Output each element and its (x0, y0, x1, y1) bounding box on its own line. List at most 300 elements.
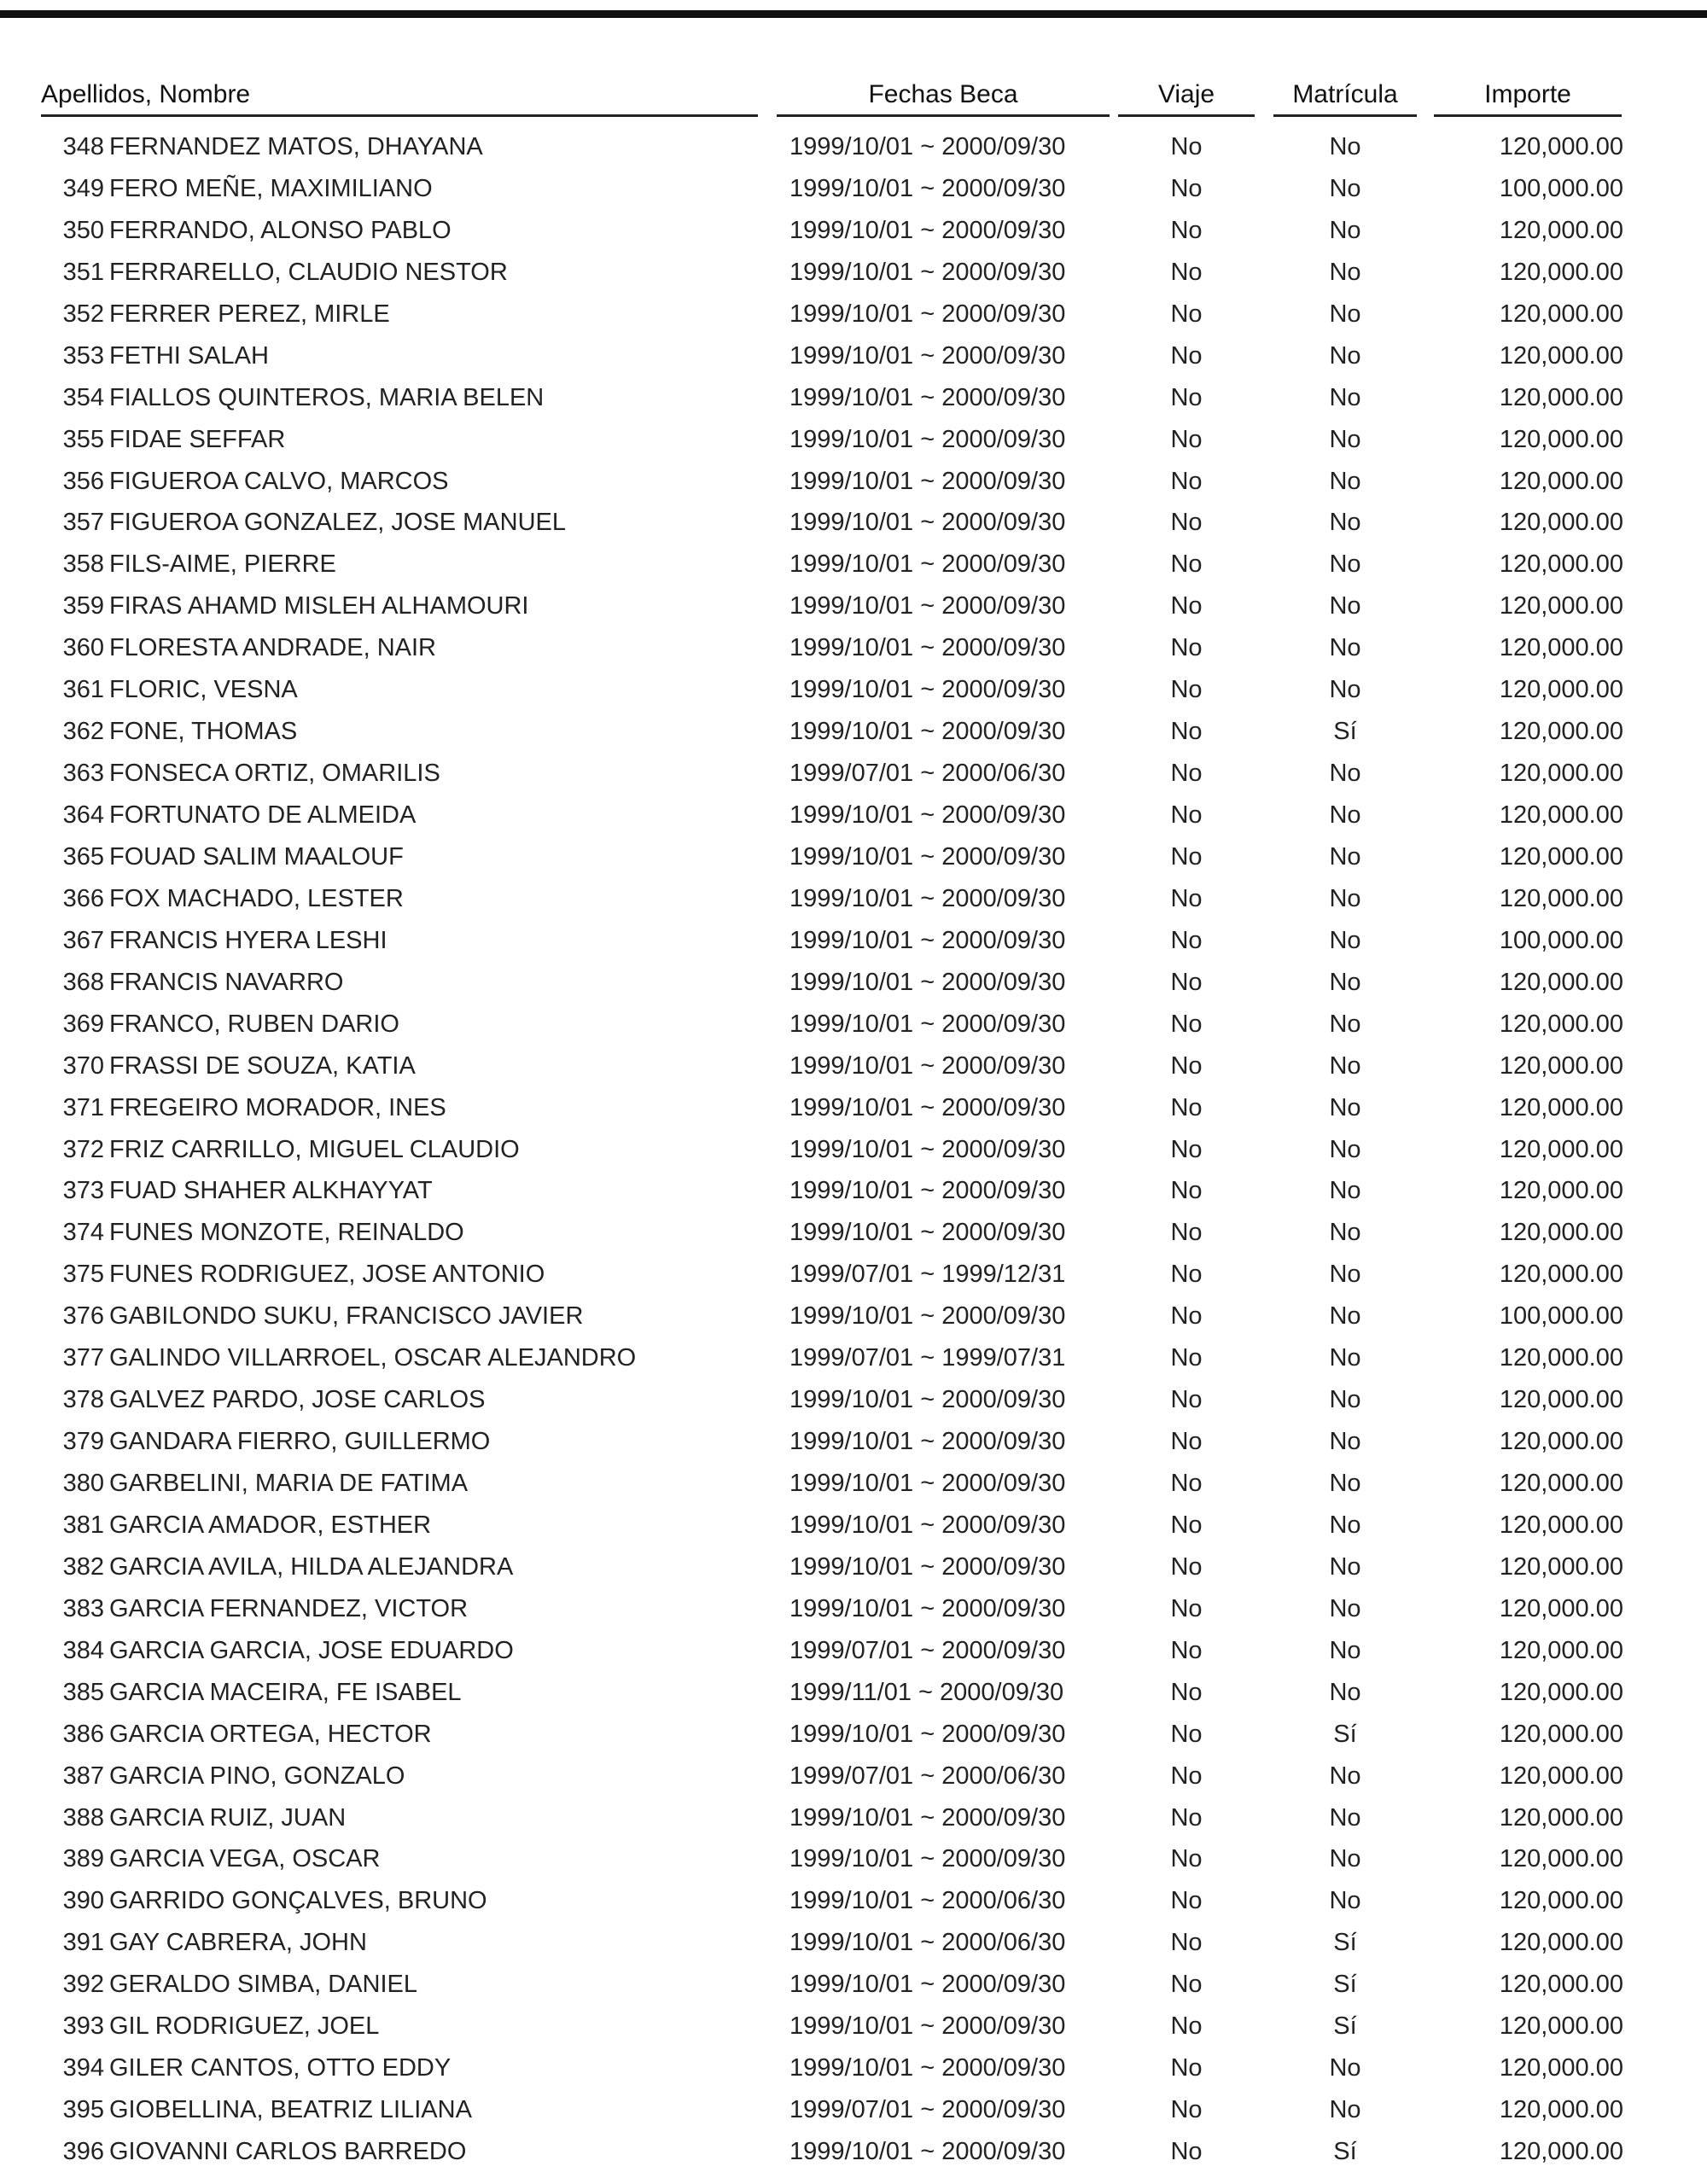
table-row (0, 1756, 1707, 1797)
table-row (0, 1212, 1707, 1254)
row-name: FETHI SALAH (109, 341, 269, 370)
row-number: 390 (62, 1887, 104, 1915)
row-name: GILER CANTOS, OTTO EDDY (109, 2054, 452, 2082)
row-number: 351 (62, 258, 104, 286)
row-matricula: No (1329, 1428, 1361, 1456)
row-dates: 1999/10/01 ~ 2000/09/30 (789, 1720, 1066, 1748)
row-dates: 1999/10/01 ~ 2000/09/30 (789, 300, 1066, 328)
row-name: GARRIDO GONÇALVES, BRUNO (109, 1887, 487, 1915)
row-viaje: No (1170, 1552, 1203, 1581)
row-dates: 1999/10/01 ~ 2000/09/30 (789, 425, 1066, 453)
row-importe: 120,000.00 (1499, 216, 1623, 244)
row-viaje: No (1170, 1887, 1203, 1915)
row-importe: 120,000.00 (1499, 1636, 1623, 1664)
row-number: 363 (62, 760, 104, 788)
row-dates: 1999/10/01 ~ 2000/09/30 (789, 258, 1066, 286)
row-name: FIGUEROA GONZALEZ, JOSE MANUEL (109, 509, 566, 537)
row-viaje: No (1170, 1219, 1203, 1247)
row-dates: 1999/10/01 ~ 2000/09/30 (789, 1302, 1066, 1331)
table-row (0, 210, 1707, 252)
row-number: 371 (62, 1093, 104, 1121)
row-importe: 120,000.00 (1499, 718, 1623, 746)
table-row (0, 1087, 1707, 1129)
table-header (0, 80, 1707, 119)
row-viaje: No (1170, 216, 1203, 244)
row-dates: 1999/10/01 ~ 2000/09/30 (789, 550, 1066, 579)
row-number: 355 (62, 425, 104, 453)
row-viaje: No (1170, 1051, 1203, 1080)
table-row (0, 419, 1707, 461)
row-number: 375 (62, 1261, 104, 1289)
row-matricula: No (1329, 1386, 1361, 1414)
row-dates: 1999/07/01 ~ 2000/06/30 (789, 760, 1066, 788)
row-name: GALVEZ PARDO, JOSE CARLOS (109, 1386, 486, 1414)
row-number: 373 (62, 1177, 104, 1205)
row-matricula: No (1329, 550, 1361, 579)
row-number: 387 (62, 1762, 104, 1790)
row-importe: 120,000.00 (1499, 1428, 1623, 1456)
row-name: FUNES MONZOTE, REINALDO (109, 1219, 464, 1247)
header-dates: Fechas Beca (777, 80, 1110, 117)
row-matricula: Sí (1333, 1971, 1357, 1999)
table-row (0, 1463, 1707, 1505)
table-row (0, 126, 1707, 168)
row-name: GIOVANNI CARLOS BARREDO (109, 2138, 467, 2165)
row-dates: 1999/10/01 ~ 2000/09/30 (789, 1470, 1066, 1497)
row-name: GARCIA PINO, GONZALO (109, 1762, 405, 1790)
row-matricula: No (1329, 1261, 1361, 1289)
row-dates: 1999/10/01 ~ 2000/09/30 (789, 634, 1066, 662)
row-number: 366 (62, 884, 104, 912)
table-row (0, 2089, 1707, 2131)
row-name: FORTUNATO DE ALMEIDA (109, 801, 417, 829)
row-number: 357 (62, 509, 104, 537)
row-viaje: No (1170, 1762, 1203, 1790)
row-number: 368 (62, 968, 104, 996)
row-viaje: No (1170, 592, 1203, 620)
row-matricula: No (1329, 1219, 1361, 1247)
row-number: 367 (62, 926, 104, 954)
row-number: 361 (62, 676, 104, 704)
table-row (0, 669, 1707, 711)
row-name: FIALLOS QUINTEROS, MARIA BELEN (109, 383, 545, 411)
row-number: 379 (62, 1428, 104, 1456)
row-matricula: Sí (1333, 718, 1357, 746)
row-matricula: No (1329, 341, 1361, 370)
row-viaje: No (1170, 968, 1203, 996)
table-row (0, 2047, 1707, 2089)
row-dates: 1999/10/01 ~ 2000/09/30 (789, 884, 1066, 912)
row-matricula: No (1329, 1845, 1361, 1873)
row-matricula: No (1329, 174, 1361, 202)
row-viaje: No (1170, 884, 1203, 912)
row-dates: 1999/10/01 ~ 2000/09/30 (789, 1594, 1066, 1622)
row-dates: 1999/10/01 ~ 2000/09/30 (789, 2012, 1066, 2041)
row-importe: 120,000.00 (1499, 801, 1623, 829)
row-matricula: No (1329, 1470, 1361, 1497)
row-importe: 120,000.00 (1499, 1051, 1623, 1080)
table-row (0, 1254, 1707, 1296)
row-number: 359 (62, 592, 104, 620)
row-importe: 120,000.00 (1499, 2012, 1623, 2041)
row-importe: 100,000.00 (1499, 1302, 1623, 1331)
row-number: 378 (62, 1386, 104, 1414)
row-name: GARCIA MACEIRA, FE ISABEL (109, 1678, 462, 1706)
row-name: FRANCO, RUBEN DARIO (109, 1010, 399, 1038)
row-importe: 120,000.00 (1499, 2138, 1623, 2165)
row-number: 388 (62, 1803, 104, 1832)
row-name: GARCIA ORTEGA, HECTOR (109, 1720, 432, 1748)
row-name: FRANCIS NAVARRO (109, 968, 344, 996)
row-matricula: No (1329, 1010, 1361, 1038)
row-importe: 120,000.00 (1499, 1552, 1623, 1581)
row-matricula: No (1329, 1093, 1361, 1121)
row-dates: 1999/10/01 ~ 2000/09/30 (789, 1010, 1066, 1038)
row-importe: 120,000.00 (1499, 1511, 1623, 1539)
row-name: FERNANDEZ MATOS, DHAYANA (109, 133, 483, 160)
row-matricula: No (1329, 1302, 1361, 1331)
row-matricula: No (1329, 842, 1361, 871)
row-matricula: No (1329, 1552, 1361, 1581)
row-dates: 1999/10/01 ~ 2000/09/30 (789, 968, 1066, 996)
row-importe: 120,000.00 (1499, 550, 1623, 579)
row-dates: 1999/07/01 ~ 2000/06/30 (789, 1762, 1066, 1790)
row-dates: 1999/10/01 ~ 2000/09/30 (789, 133, 1066, 160)
row-matricula: No (1329, 1511, 1361, 1539)
row-number: 380 (62, 1470, 104, 1497)
row-viaje: No (1170, 1803, 1203, 1832)
row-name: FLORESTA ANDRADE, NAIR (109, 634, 436, 662)
row-number: 348 (62, 133, 104, 160)
row-name: FOUAD SALIM MAALOUF (109, 842, 404, 871)
row-number: 356 (62, 467, 104, 495)
row-viaje: No (1170, 1594, 1203, 1622)
row-importe: 120,000.00 (1499, 341, 1623, 370)
row-viaje: No (1170, 2012, 1203, 2041)
row-name: GAY CABRERA, JOHN (109, 1929, 367, 1957)
row-name: GARCIA AMADOR, ESTHER (109, 1511, 432, 1539)
row-name: GARBELINI, MARIA DE FATIMA (109, 1470, 469, 1497)
table-row (0, 2131, 1707, 2173)
header-name: Apellidos, Nombre (41, 80, 758, 117)
table-row (0, 294, 1707, 335)
row-importe: 100,000.00 (1499, 174, 1623, 202)
row-number: 393 (62, 2012, 104, 2041)
row-viaje: No (1170, 258, 1203, 286)
table-row (0, 1337, 1707, 1379)
table-row (0, 1922, 1707, 1964)
table-row (0, 1588, 1707, 1630)
row-importe: 120,000.00 (1499, 1929, 1623, 1957)
row-importe: 120,000.00 (1499, 1720, 1623, 1748)
row-name: FIRAS AHAMD MISLEH ALHAMOURI (109, 592, 529, 620)
row-viaje: No (1170, 1344, 1203, 1372)
row-dates: 1999/10/01 ~ 2000/09/30 (789, 1845, 1066, 1873)
row-name: FIDAE SEFFAR (109, 425, 286, 453)
row-matricula: No (1329, 467, 1361, 495)
table-row (0, 836, 1707, 878)
table-row (0, 252, 1707, 294)
row-viaje: No (1170, 842, 1203, 871)
row-dates: 1999/07/01 ~ 1999/12/31 (789, 1261, 1066, 1289)
table-row (0, 627, 1707, 669)
row-viaje: No (1170, 1428, 1203, 1456)
row-name: FILS-AIME, PIERRE (109, 550, 336, 579)
row-importe: 120,000.00 (1499, 1344, 1623, 1372)
row-matricula: Sí (1333, 2138, 1357, 2165)
row-number: 364 (62, 801, 104, 829)
row-matricula: No (1329, 634, 1361, 662)
row-viaje: No (1170, 676, 1203, 704)
row-name: FONSECA ORTIZ, OMARILIS (109, 760, 440, 788)
row-name: GERALDO SIMBA, DANIEL (109, 1971, 417, 1999)
row-matricula: No (1329, 1344, 1361, 1372)
row-viaje: No (1170, 1929, 1203, 1957)
table-row (0, 1170, 1707, 1212)
table-row (0, 335, 1707, 377)
row-importe: 120,000.00 (1499, 2054, 1623, 2082)
table-row (0, 1630, 1707, 1672)
row-viaje: No (1170, 467, 1203, 495)
row-number: 383 (62, 1594, 104, 1622)
row-dates: 1999/10/01 ~ 2000/09/30 (789, 1135, 1066, 1163)
row-viaje: No (1170, 383, 1203, 411)
row-importe: 120,000.00 (1499, 509, 1623, 537)
row-dates: 1999/10/01 ~ 2000/09/30 (789, 842, 1066, 871)
row-matricula: No (1329, 1887, 1361, 1915)
row-matricula: No (1329, 2054, 1361, 2082)
row-matricula: No (1329, 926, 1361, 954)
row-dates: 1999/10/01 ~ 2000/09/30 (789, 1386, 1066, 1414)
table-row (0, 1505, 1707, 1546)
row-number: 353 (62, 341, 104, 370)
row-matricula: No (1329, 258, 1361, 286)
row-importe: 120,000.00 (1499, 1386, 1623, 1414)
row-viaje: No (1170, 2096, 1203, 2124)
table-row (0, 1797, 1707, 1839)
row-dates: 1999/10/01 ~ 2000/09/30 (789, 1971, 1066, 1999)
row-name: FIGUEROA CALVO, MARCOS (109, 467, 449, 495)
row-number: 358 (62, 550, 104, 579)
table-row (0, 1296, 1707, 1337)
row-viaje: No (1170, 2054, 1203, 2082)
row-matricula: No (1329, 2096, 1361, 2124)
table-row (0, 962, 1707, 1004)
row-matricula: No (1329, 1177, 1361, 1205)
row-viaje: No (1170, 1010, 1203, 1038)
table-row (0, 711, 1707, 753)
row-importe: 120,000.00 (1499, 1803, 1623, 1832)
row-viaje: No (1170, 801, 1203, 829)
row-dates: 1999/10/01 ~ 2000/09/30 (789, 467, 1066, 495)
row-importe: 120,000.00 (1499, 258, 1623, 286)
row-viaje: No (1170, 1636, 1203, 1664)
row-importe: 120,000.00 (1499, 1470, 1623, 1497)
row-number: 389 (62, 1845, 104, 1873)
row-matricula: No (1329, 425, 1361, 453)
table-row (0, 2006, 1707, 2047)
row-dates: 1999/10/01 ~ 2000/09/30 (789, 509, 1066, 537)
row-importe: 120,000.00 (1499, 1135, 1623, 1163)
row-matricula: No (1329, 1594, 1361, 1622)
row-viaje: No (1170, 341, 1203, 370)
row-viaje: No (1170, 1678, 1203, 1706)
row-dates: 1999/10/01 ~ 2000/09/30 (789, 1219, 1066, 1247)
table-row (0, 1129, 1707, 1171)
row-number: 354 (62, 383, 104, 411)
row-number: 396 (62, 2138, 104, 2165)
row-dates: 1999/10/01 ~ 2000/09/30 (789, 174, 1066, 202)
row-viaje: No (1170, 133, 1203, 160)
row-number: 372 (62, 1135, 104, 1163)
row-number: 376 (62, 1302, 104, 1331)
row-importe: 120,000.00 (1499, 884, 1623, 912)
table-row (0, 461, 1707, 503)
row-number: 362 (62, 718, 104, 746)
row-name: GIOBELLINA, BEATRIZ LILIANA (109, 2096, 472, 2124)
row-viaje: No (1170, 1302, 1203, 1331)
row-dates: 1999/10/01 ~ 2000/09/30 (789, 1051, 1066, 1080)
row-name: FUAD SHAHER ALKHAYYAT (109, 1177, 433, 1205)
row-importe: 120,000.00 (1499, 676, 1623, 704)
row-importe: 120,000.00 (1499, 383, 1623, 411)
row-number: 392 (62, 1971, 104, 1999)
table-body (0, 126, 1707, 2173)
table-row (0, 1004, 1707, 1045)
row-dates: 1999/10/01 ~ 2000/09/30 (789, 2138, 1066, 2165)
table-row (0, 1838, 1707, 1880)
row-viaje: No (1170, 300, 1203, 328)
row-matricula: No (1329, 884, 1361, 912)
row-name: FUNES RODRIGUEZ, JOSE ANTONIO (109, 1261, 545, 1289)
row-matricula: No (1329, 592, 1361, 620)
row-name: FRASSI DE SOUZA, KATIA (109, 1051, 416, 1080)
row-viaje: No (1170, 1386, 1203, 1414)
row-name: FERO MEÑE, MAXIMILIANO (109, 174, 433, 202)
row-number: 352 (62, 300, 104, 328)
row-matricula: No (1329, 1762, 1361, 1790)
row-name: GARCIA GARCIA, JOSE EDUARDO (109, 1636, 514, 1664)
row-dates: 1999/10/01 ~ 2000/09/30 (789, 1552, 1066, 1581)
table-row (0, 1379, 1707, 1421)
row-viaje: No (1170, 926, 1203, 954)
row-importe: 120,000.00 (1499, 1010, 1623, 1038)
row-number: 384 (62, 1636, 104, 1664)
row-matricula: No (1329, 968, 1361, 996)
row-matricula: No (1329, 1636, 1361, 1664)
row-importe: 120,000.00 (1499, 634, 1623, 662)
row-dates: 1999/10/01 ~ 2000/09/30 (789, 592, 1066, 620)
row-matricula: No (1329, 509, 1361, 537)
row-viaje: No (1170, 425, 1203, 453)
row-dates: 1999/10/01 ~ 2000/09/30 (789, 1803, 1066, 1832)
row-dates: 1999/10/01 ~ 2000/09/30 (789, 801, 1066, 829)
row-importe: 120,000.00 (1499, 1845, 1623, 1873)
row-viaje: No (1170, 509, 1203, 537)
row-number: 382 (62, 1552, 104, 1581)
row-matricula: Sí (1333, 1720, 1357, 1748)
row-name: GALINDO VILLARROEL, OSCAR ALEJANDRO (109, 1344, 637, 1372)
table-row (0, 1546, 1707, 1588)
row-name: FERRANDO, ALONSO PABLO (109, 216, 452, 244)
row-dates: 1999/10/01 ~ 2000/06/30 (789, 1887, 1066, 1915)
row-dates: 1999/10/01 ~ 2000/09/30 (789, 718, 1066, 746)
row-number: 385 (62, 1678, 104, 1706)
row-dates: 1999/07/01 ~ 2000/09/30 (789, 2096, 1066, 2124)
row-importe: 120,000.00 (1499, 592, 1623, 620)
row-name: FLORIC, VESNA (109, 676, 298, 704)
row-matricula: No (1329, 1678, 1361, 1706)
row-importe: 100,000.00 (1499, 926, 1623, 954)
row-dates: 1999/10/01 ~ 2000/09/30 (789, 676, 1066, 704)
table-row (0, 1964, 1707, 2006)
row-viaje: No (1170, 634, 1203, 662)
row-matricula: No (1329, 216, 1361, 244)
row-importe: 120,000.00 (1499, 2096, 1623, 2124)
row-name: GANDARA FIERRO, GUILLERMO (109, 1428, 491, 1456)
row-importe: 120,000.00 (1499, 1219, 1623, 1247)
row-viaje: No (1170, 1177, 1203, 1205)
row-importe: 120,000.00 (1499, 1762, 1623, 1790)
row-importe: 120,000.00 (1499, 425, 1623, 453)
row-name: FREGEIRO MORADOR, INES (109, 1093, 446, 1121)
table-row (0, 1714, 1707, 1756)
row-number: 365 (62, 842, 104, 871)
row-name: GARCIA FERNANDEZ, VICTOR (109, 1594, 469, 1622)
row-dates: 1999/10/01 ~ 2000/09/30 (789, 341, 1066, 370)
row-name: GARCIA VEGA, OSCAR (109, 1845, 381, 1873)
row-importe: 120,000.00 (1499, 1887, 1623, 1915)
row-importe: 120,000.00 (1499, 1177, 1623, 1205)
table-row (0, 920, 1707, 962)
row-viaje: No (1170, 2138, 1203, 2165)
row-importe: 120,000.00 (1499, 133, 1623, 160)
row-matricula: No (1329, 676, 1361, 704)
row-matricula: No (1329, 1135, 1361, 1163)
row-importe: 120,000.00 (1499, 1594, 1623, 1622)
row-viaje: No (1170, 1093, 1203, 1121)
row-number: 381 (62, 1511, 104, 1539)
row-viaje: No (1170, 174, 1203, 202)
table-row (0, 502, 1707, 544)
row-viaje: No (1170, 760, 1203, 788)
header-matricula: Matrícula (1273, 80, 1417, 117)
header-viaje: Viaje (1118, 80, 1255, 117)
row-number: 391 (62, 1929, 104, 1957)
row-dates: 1999/07/01 ~ 2000/09/30 (789, 1636, 1066, 1664)
row-dates: 1999/11/01 ~ 2000/09/30 (789, 1678, 1064, 1706)
row-name: FOX MACHADO, LESTER (109, 884, 404, 912)
row-matricula: No (1329, 383, 1361, 411)
table-row (0, 585, 1707, 627)
table-row (0, 1045, 1707, 1087)
table-row (0, 753, 1707, 795)
row-name: FERRARELLO, CLAUDIO NESTOR (109, 258, 508, 286)
row-importe: 120,000.00 (1499, 300, 1623, 328)
row-number: 370 (62, 1051, 104, 1080)
row-dates: 1999/07/01 ~ 1999/07/31 (789, 1344, 1066, 1372)
row-importe: 120,000.00 (1499, 467, 1623, 495)
row-viaje: No (1170, 1511, 1203, 1539)
row-name: FERRER PEREZ, MIRLE (109, 300, 390, 328)
row-number: 349 (62, 174, 104, 202)
row-name: FRANCIS HYERA LESHI (109, 926, 387, 954)
table-row (0, 544, 1707, 585)
table-row (0, 1672, 1707, 1714)
row-viaje: No (1170, 1470, 1203, 1497)
table-row (0, 795, 1707, 836)
table-row (0, 168, 1707, 210)
